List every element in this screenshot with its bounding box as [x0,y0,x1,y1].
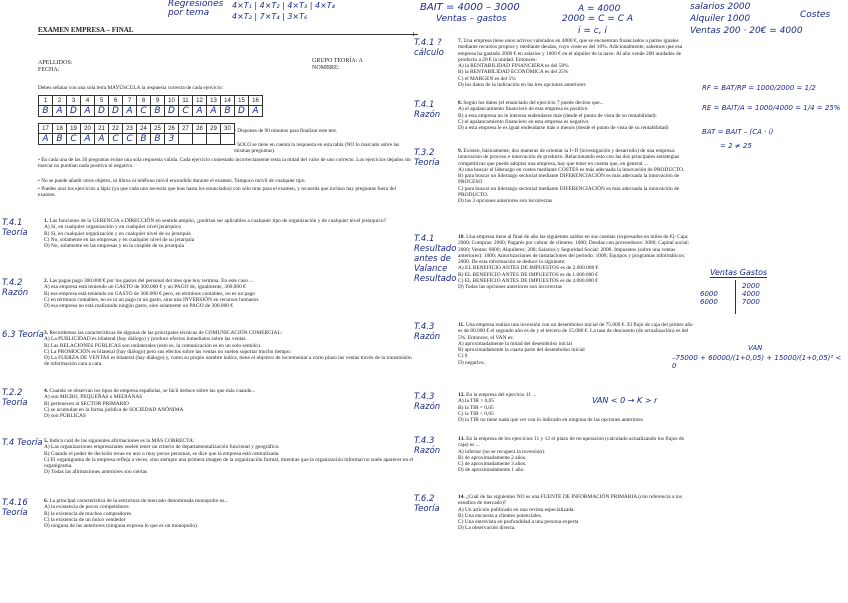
instruction-bullet-5: • Puedes usar los ejercicios a lápiz (ya que cada uno necesita que leas hasta los enunciados) con sólo tiras para el examen, y recuerda que incluso hay preguntas fuera del examen. [38,186,396,199]
question-text: Las funciones de la GERENCIA o DIRECCIÓN en sentido amplio, ¿podrían ser aplicables a cualquier tipo de organización y de cualquier nivel jerárquico? [49,218,386,224]
question-option[interactable]: B) la existencia de muchos compradores [44,510,132,517]
question-number-cell: 15 [235,96,249,106]
question-option[interactable]: D) La FUERZA DE VENTAS es bilateral (hay diálogo) y, como su propio nombre indica, tiene el objetivo de incrementar a corto plazo las ventas través de la transmisión de información cara a cara. [44,355,412,368]
question-number: 11. [458,322,465,328]
question-block [458,436,694,474]
question-option[interactable]: D) negativo. [458,359,485,366]
question-number-cell: 16 [249,96,263,106]
vg-left-1: 6000 [700,290,718,298]
question-tag: T.4.1 Teoría [2,218,28,238]
question-option[interactable]: C) EL BENEFICIO ANTES DE IMPUESTOS es de 4.000.000 € [458,278,599,285]
answer-cell: D [95,106,109,117]
ventas-note: Ventas – gastos [436,14,507,24]
question-option[interactable]: D) son PÚBLICAS [44,413,86,420]
vg-right-2: 4000 [742,290,760,298]
question-number-cell: 7 [123,96,137,106]
question-number-cell: 10 [165,96,179,106]
question-stem [458,494,694,507]
empty-cell [193,134,207,145]
question-option[interactable]: A) inferior (no se recupera la inversión). [458,448,546,455]
question-option[interactable]: A) la existencia de pocos competidores [44,504,129,511]
question-option[interactable]: D) los datos de la indicación en las tres opciones anteriores [458,82,586,89]
question-option[interactable]: D) esa empresa no está realizando ningún gasto, sino solamente un PAGO de 300.000 € [44,303,234,310]
answer-cell: C [109,134,123,145]
question-block [44,330,414,368]
question-number-cell: 4 [81,96,95,106]
calc7-d: = 2 ≠ 25 [720,142,752,150]
page-mark: 1 [412,32,415,38]
van-label: VAN [748,344,763,352]
vg-right-3: 7000 [742,298,760,306]
calc7-a: RF = BAT/RP = 1000/2000 = 1/2 [702,84,816,92]
question-text: Según los datos (el enunciado del ejercicio 7 puede decirse que... [463,100,604,106]
question-option[interactable]: D) La observación directa. [458,525,516,532]
question-block [44,388,414,419]
question-block [458,322,694,366]
question-option[interactable]: A) la TIR > 0,05 [458,398,495,405]
question-number: 7. [458,38,463,44]
question-tag: T.4.3 Razón [414,436,441,456]
question-stem [458,148,694,167]
question-stem [458,322,694,341]
question-tag: T.2.2 Teoría [2,388,28,408]
question-option[interactable]: B) Cuando el poder de decisión recae en uno o muy pocos personas, se dice que la empresa está centralizada. [44,450,280,457]
question-option[interactable]: A) esa empresa está teniendo un GASTO de 300.000 € y un PAGO de, igualmente, 300.000 € [44,284,246,291]
question-number-cell: 22 [109,124,123,134]
question-text: Indica cuál de las siguientes afirmaciones es la MÁS CORRECTA: [49,438,195,444]
name-label: NOMBRE: [312,65,340,71]
question-block [458,100,694,131]
question-option[interactable]: B) aproximadamente la cuarta parte del desembolso inicial [458,347,585,354]
question-option[interactable]: B) para buscar un liderazgo sectorial mediante DIFERENCIACIÓN es más adecuada la innovación de PROCESO [458,173,680,186]
question-tag: T.4.2 Razón [2,278,29,298]
instruction-bullet-4: • No se puede añadir otros objetos, ni libros ni teléfono móvil encendido durante el examen. Tampoco móvil de cualquier tipo. [38,178,306,184]
answer-cell: B [151,106,165,117]
question-text: Las pagas pago 300.000 € por los gastos del personal del mes que hoy termina. En este caso ... [49,278,254,284]
grid-note-row2: 4×T₂ | 7×T₄ | 3×T₆ [232,12,308,21]
answer-cell: D [67,106,81,117]
question-option[interactable]: D) la TIR no tiene nada que ver con lo indicado en ninguna de las opciones anteriores [458,417,643,424]
question-number-cell: 30 [221,124,235,134]
question-option[interactable]: A) aproximadamente la mitad del desembolso inicial [458,340,573,347]
answer-cell: B [137,134,151,145]
question-number-cell: 25 [151,124,165,134]
question-option[interactable]: C) Una entrevista en profundidad a una persona experta [458,519,579,526]
question-number-cell: 11 [179,96,193,106]
question-text: En la empresa de los ejercicios 11 y 12 el plazo de recuperación (calculado actualizando los flujos de caja) es ... [458,436,684,449]
vg-right-1: 2000 [742,282,760,290]
grid-note-row1: 4×T₁ | 4×T₂ | 4×T₃ | 4×T₄ [232,1,335,10]
question-tag: 6.3 Teoría [2,330,44,340]
question-option[interactable]: A) EL BENEFICIO ANTES DE IMPUESTOS es de 2.000.000 € [458,265,599,272]
question-number: 4. [44,388,49,394]
empty-cell [221,134,235,145]
question-option[interactable]: C) se acumulan en la forma jurídica de SOCIEDAD ANÓNIMA [44,406,184,413]
answer-cell: A [207,106,221,117]
question-option[interactable]: C) para buscar un liderazgo sectorial mediante DIFERENCIACIÓN es más adecuada la innovación de PRODUCTO. [458,185,680,199]
question-number-cell: 9 [151,96,165,106]
instructions-lead: Debes señalar con una sola letra MAYÚSCULA la respuesta correcta de cada ejercicio: [38,85,224,91]
question-option[interactable]: D) de aproximadamente 1 año. [458,467,525,474]
question-option[interactable]: A) son MICRO, PEQUEÑAS o MEDIANAS [44,394,143,401]
answer-cell: B [151,134,165,145]
exam-title: EXAMEN EMPRESA – FINAL [38,26,418,35]
question-option[interactable]: D) Todas las afirmaciones anteriores son ciertas [44,469,148,476]
answer-cell: A [193,106,207,117]
question-option[interactable]: C) El organigrama de la empresa refleja a veces, sino siempre una primera imagen de la organización formal, mientras que la organización informal no suele aparecer en el organigrama. [44,456,414,470]
question-block [458,148,694,205]
tir-note: VAN < 0 → K > r [592,396,658,405]
answer-cell: A [123,106,137,117]
question-text: Una empresa tiene al final de año las siguientes saldos en sus cuentas (expresados en miles de €): Caja: 2000; Compras: 2000; Pagarés por cobrar de clientes: 1000; Deudas con proveedores: 3000; Capital social: 2000; Ventas: 6000; Alquileres: 200; Salarios y Seguridad Social: 2000. Impuestos (sobre una ventas anteriores): 1000; Amortizaciones de instalaciones del periodo: 1000; Equipos y programas informáticos: 2000. De esta información se deduce lo siguiente: [458,234,690,266]
question-number: 12. [458,392,465,398]
question-number-cell: 5 [95,96,109,106]
question-number: 3. [44,330,49,336]
question-option[interactable]: C) 0 [458,353,468,360]
question-block [458,234,694,291]
bait-note: BAIT = 4000 – 3000 [420,2,520,13]
question-text: Una empresa realiza una inversión con un desembolso inicial de 75.000 €. El flujo de caja del primer año es de 80.000 € el segundo año es de y el tercero de 15.000 €. La tasa de descuento (de actualización) es del 5%. Entonces, el VAN es: [458,322,693,341]
question-option[interactable]: C) No, solamente en las empresas y en cualquier nivel de su jerarquía [44,236,195,243]
question-number: 8. [458,100,463,106]
question-number: 5. [44,438,49,444]
answer-cell: C [67,134,81,145]
question-option[interactable]: B) a esta empresa no le interesa endeudarse más (desde el punto de vista de su rentabilidad). [458,112,657,119]
question-option[interactable]: B) pertenecen al SECTOR PRIMARIO [44,400,129,407]
salarios-note: salarios 2000 [690,2,751,12]
answer-table-row2 [38,123,235,145]
question-stem [458,234,694,265]
question-option[interactable]: A) el apalancamiento financiero de esta empresa es positivo. [458,106,589,113]
question-option[interactable]: D) No, solamente en las empresas y en la cúspide de su jerarquía [44,243,184,250]
question-tag: T.4.3 Razón [414,322,441,342]
cec-note: 2000 = C = C A [562,14,634,24]
question-tag: T.3.2 Teoría [414,148,440,168]
question-option[interactable]: C) La PROMOCIÓN es bilateral (hay diálogo) pero sus efectos sobre las ventas no suelen soportar mucho tiempo. [44,348,292,355]
question-option[interactable]: C) el MARGEN es del 5% [458,75,516,82]
question-block [458,392,694,423]
answer-cell: A [53,106,67,117]
question-block [44,438,414,476]
question-block [44,498,414,529]
question-block [44,218,414,249]
ventas2-note: Ventas 200 · 20€ = 4000 [690,26,803,36]
answer-cell: 3 [165,134,179,145]
question-number-cell: 8 [137,96,151,106]
answer-cell: D [109,106,123,117]
answer-cell: A [81,134,95,145]
calc7-b: RE = BAIT/A = 1000/4000 = 1/4 = 25% [702,104,841,112]
question-number-cell: 27 [179,124,193,134]
question-text: Existen, básicamente, dos maneras de orientar la I+D (investigación y desarrollo) de una empresa: innovación de proceso e innovación de producto. Relacionando esto con las dos principales estrategias competitivas que puede adoptar una empresa, hay que tener en cuenta que, en general ... [458,148,680,167]
instruction-bullet-1: • Dispones de 90 minutos para finalizar este test. [234,128,338,134]
van-formula: –75000 + 60000/(1+0,05) + 15000/(1+0,05)² < 0 [672,354,842,370]
question-option[interactable]: C) de aproximadamente 3 años. [458,461,527,468]
question-tag: T.4 Teoría [2,438,43,448]
question-option[interactable]: C) en términos contables, no es ni un pago ni un gasto, sino una INVERSIÓN en recursos humanos [44,296,259,303]
empty-cell [179,134,193,145]
instruction-bullet-3: • En cada una de las 30 preguntas existe una sola respuesta válida. Cada ejercicio contestado incorrectamente resta la mitad del valor de uno correcto. Los ejercicios dejados sin marcar no puntúan nada positiva ni negativo. [38,157,411,170]
answer-cell: D [165,106,179,117]
question-number-cell: 12 [193,96,207,106]
question-tag: T.6.2 Teoría [414,494,440,514]
calc7-c: BAT = BAIT – (CA · i) [702,128,774,136]
ventas-gastos-header: Ventas Gastos [710,268,768,277]
i-note: i = c, i [578,26,607,36]
question-number: 9. [458,148,463,154]
question-option[interactable]: D) ninguna de las anteriores (ninguna expresa lo que es un monopolio). [44,523,199,530]
question-number: 6. [44,498,49,504]
question-number-cell: 26 [165,124,179,134]
question-option[interactable]: B) de aproximadamente 2 años. [458,454,527,461]
question-text: ¿Cuál de las siguientes NO es una FUENTE DE INFORMACIÓN PRIMARIA (con referencia a los estudios de mercado)? [458,494,682,507]
answer-cell: C [123,134,137,145]
question-number-cell: 14 [221,96,235,106]
answer-cell: B [53,134,67,145]
question-option[interactable]: A) La PUBLICIDAD es bilateral (hay diálogo) y produce efectos inmediatos sobre las ventas [44,336,246,343]
question-text: En la empresa del ejercicio 11 ... [466,392,537,398]
question-option[interactable]: B) la TIR = 0,05 [458,404,494,411]
question-option[interactable]: A) Las organizaciones empresariales suelen tener un criterio de departamentalización funcional y geográfico. [44,444,280,451]
question-option[interactable]: A) Sí, en cualquier organización y en cualquier nivel jerárquico [44,224,182,231]
question-option[interactable]: B) Una encuesta a clientes potenciales. [458,512,543,519]
question-option[interactable]: B) la RENTABILIDAD ECONÓMICA es del 25% [458,69,569,76]
empty-cell [207,134,221,145]
answer-cell: B [221,106,235,117]
question-number-cell: 24 [137,124,151,134]
question-block [44,278,414,309]
question-text: Recordemos las características de algunas de las principales técnicas de COMUNICACIÓN COMERCIAL: [49,330,283,336]
instruction-bullet-2: • SOLO se tiene en cuenta la respuesta en esta tabla (NO lo marcado sobre las mismas preguntas). [234,142,400,155]
question-number: 2. [44,278,49,284]
answer-cell: A [39,134,53,145]
question-tag: T.4.1 ? cálculo [414,38,444,58]
question-option[interactable]: B) Las RELACIONES PÚBLICAS son unilaterales (esto es, la comunicación es en un solo sentido). [44,342,262,349]
question-block [458,38,694,88]
question-number: 14. [458,494,465,500]
answer-cell: C [179,106,193,117]
question-tag: T.4.1 Razón [414,100,441,120]
answer-cell: C [137,106,151,117]
question-number-cell: 20 [81,124,95,134]
question-option[interactable]: A) Un artículo publicado en una revista especializada. [458,506,575,513]
question-number-cell: 23 [123,124,137,134]
costes-note: Costes [800,10,831,20]
question-option[interactable]: B) Sí, en cualquier organización y en cualquier nivel de su jerarquía [44,230,191,237]
question-number-cell: 18 [53,124,67,134]
alquiler-note: Alquiler 1000 [690,14,751,24]
question-number: 1. [44,218,49,224]
question-number-cell: 29 [207,124,221,134]
question-option[interactable]: D) a esta empresa le es igual endeudarse más o menos (desde el punto de vista de su rentabilidad) [458,125,669,132]
question-tag: T.4.1 Resultado antes de Valance Resultado [414,234,457,284]
question-number-cell: 6 [109,96,123,106]
question-option[interactable]: A) la RENTABILIDAD FINANCIERA es del 50% [458,63,569,70]
question-tag: T.4.16 Teoría [2,498,28,518]
question-number: 13. [458,436,465,442]
answer-table-row1 [38,95,263,117]
question-block [458,494,694,532]
a-note: A = 4000 [578,4,621,14]
question-option[interactable]: C) el apalancamiento financiero en esta empresa es negativo. [458,118,590,125]
vg-left-2: 6000 [700,298,718,306]
question-option[interactable]: D) Todas las opciones anteriores son incorrectas [458,284,563,291]
question-option[interactable]: C) la TIR < 0,05 [458,410,494,417]
question-option[interactable]: B) EL BENEFICIO ANTES DE IMPUESTOS es de 1.000.000 € [458,271,599,278]
answer-cell: A [249,106,263,117]
surnames-label: APELLIDOS: [38,60,73,66]
question-text: La principal característica de la estructura de mercado denominada monopolio es... [49,498,229,504]
question-number-cell: 2 [53,96,67,106]
answer-cell: A [81,106,95,117]
answer-cell: A [95,134,109,145]
question-tag: T.4.3 Razón [414,392,441,412]
question-number-cell: 19 [67,124,81,134]
question-number-cell: 17 [39,124,53,134]
question-text: Cuando se observan los tipos de empresa españolas, se fácil deduce sobre las que más cuando... [49,388,256,394]
answer-cell: B [39,106,53,117]
regretions-note: Regresiones por tema [168,0,224,18]
question-option[interactable]: C) la existencia de un único vendedor [44,516,126,523]
question-text: Una empresa tiene unos activos valorados en 4000 €, que se encuentran financiados a partes iguales mediante recursos propios y mediante deudas, cuyo coste es del 10%. Adicionalmente, sabemos que esa empresa ha gastado 2000 € en salarios y 1000 € en el alquiler de la nave. Al año vende 200 unidades de producto a 20 € la unidad. Entonces: [458,38,683,63]
question-stem [458,38,694,63]
question-number-cell: 3 [67,96,81,106]
question-option[interactable]: A) una buscar el liderazgo en costes mediante COSTES es más adecuada la innovación de PRODUCTO. [458,166,685,173]
question-stem [458,436,694,449]
question-number-cell: 1 [39,96,53,106]
date-label: FECHA: [38,67,60,73]
question-option[interactable]: D) las 3 opciones anteriores son incorrectas [458,198,553,205]
question-number-cell: 13 [207,96,221,106]
answer-cell: D [235,106,249,117]
question-number-cell: 28 [193,124,207,134]
question-number: 10. [458,234,465,240]
question-number-cell: 21 [95,124,109,134]
question-option[interactable]: B) esa empresa está teniendo un GASTO de 300.000 € pero, en términos contables, no es un pago [44,290,255,297]
group-label: GRUPO TEORÍA: A [312,58,363,64]
